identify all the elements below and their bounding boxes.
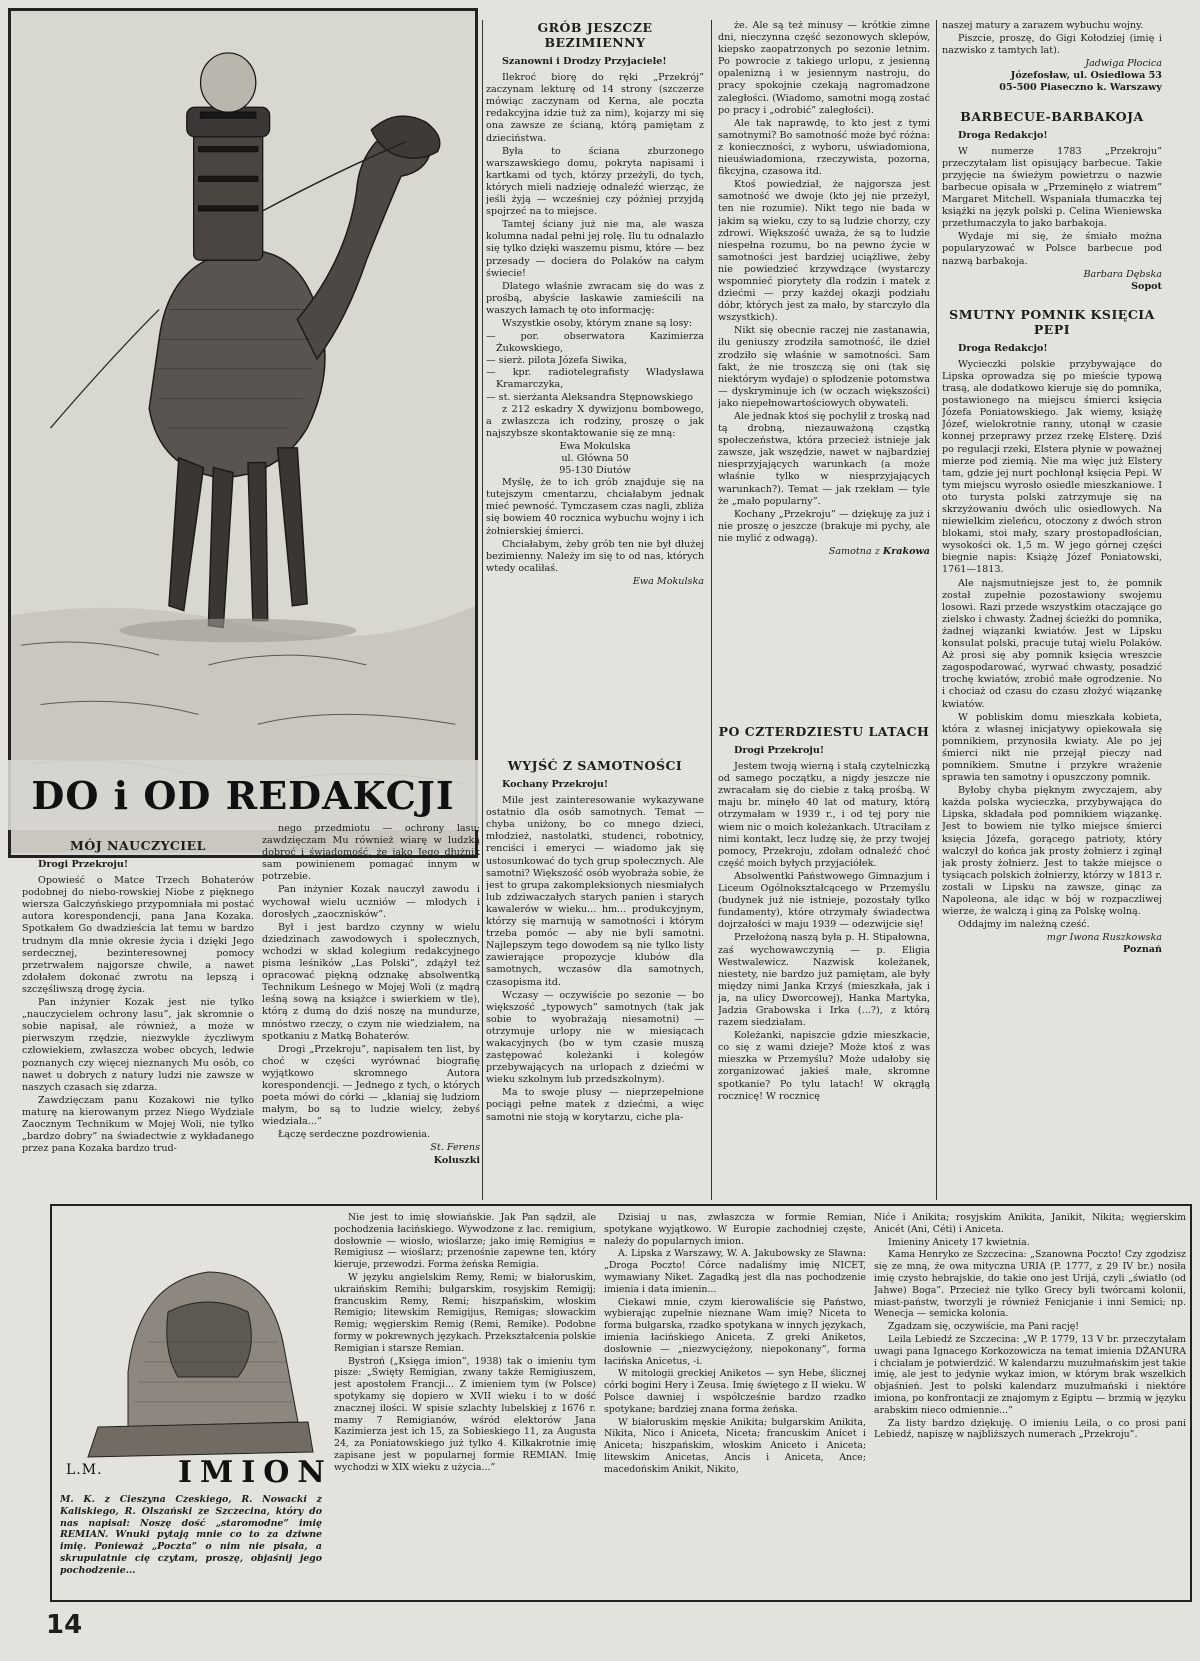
article-title: MÓJ NAUCZYCIEL: [70, 838, 206, 853]
poczta-col2: [604, 1212, 866, 1596]
paragraph: Ale tak naprawdę, to kto jest z tymi samotnymi? Bo samotność może być różna: z konieczności, z wyboru, uświadomiona, nieuświadomiona, rzeczywista, pozorna, fikcyjna, czasowa itd.: [718, 117, 930, 178]
paragraph: Koleżanki, napiszcie gdzie mieszkacie, co się z wami dzieje? Może ktoś z was mieszka w Przemyślu? Może udałoby się zorganizować jakieś małe, skromne spotkanie? Po tylu latach! W okrągłą rocznicę! W rocznicę: [718, 1030, 930, 1102]
article-title: BARBECUE-BARBAKOJA: [960, 108, 1144, 124]
paragraph: Nikt się obecnie raczej nie zastanawia, ilu geniuszy zrodziła samotność, ile dzieł zrodziło się właśnie w samotności. Sam fakt, że nie troszczą się oni (tak się niektórym wydaje) o spłodzenie potomstwa — dyskryminuje ich (w oczach większości) jako niepełnowartościowych obywateli.: [718, 325, 930, 409]
right-column: [942, 20, 1162, 1203]
paragraph: Wycieczki polskie przybywające do Lipska oprowadza się po mieście typową trasą, ale dodatkowo kieruje się do pomnika, postawionego na miejscu śmierci księcia Józefa Poniatowskiego. Jak wiemy, książę Józef, wielokrotnie ranny, utonął w czasie konnej przeprawy przez rzekę Elsterę. Dziś po regulacji rzeki, Elstera płynie w poważnej mierze pod ziemią. Nie ma więc już Elstery tam, gdzie jej nurt pochłonął księcia Pepi. W tym miejscu wyrosło osiedle mieszkaniowe. I oto turysta polski zatrzymuje się na skrzyżowaniu dwóch ulic osiedlowych. Na niewielkim zieleńcu, otoczony z dwóch stron blokami, stoi mały, szary prostopadłościan, wysokości ok. 1,5 m. W jego górnej części biegnie napis: Książę Józef Poniatowski, 1761—1813.: [942, 358, 1162, 576]
paragraph: Piszcie, proszę, do Gigi Kołodziej (imię i nazwisko z tamtych lat).: [942, 33, 1162, 57]
paragraph: Ma to swoje plusy — nieprzepełnione pociągi pełne matek z dziećmi, a więc samotni nie stoją w korytarzu, ciche pla-: [486, 1087, 704, 1123]
signature: Samotna z: [828, 546, 880, 558]
article-title: WYJŚĆ Z SAMOTNOŚCI: [507, 758, 683, 773]
article-nauczyciel-col2: [262, 823, 480, 1203]
paragraph: A. Lipska z Warszawy, W. A. Jakubowsky ze Sławna: „Droga Poczto! Córce nadaliśmy imię NICET, wymawiany Niket. Zagadką jest dla nas pochodzenie imienia i data imienin...: [604, 1248, 866, 1295]
column-rule: [936, 20, 937, 1200]
paragraph: Drogi „Przekroju”, napisałem ten list, by choć w części wyrównać biografię wyjątkowo skromnego Autora korespondencji. — Jednego z tych, o których poeta mówi do córki — „kłaniaj się ludziom małym, bo są to ludzie wielcy, żebyś wiedziała...”: [262, 1043, 480, 1128]
column-rule: [482, 20, 483, 1200]
signature-city: Koluszki: [433, 1154, 480, 1166]
paragraph: Bystroń („Księga imion”, 1938) tak o imieniu tym pisze: „Święty Remigian, zwany także Remigiuszem, jest apostołem Francji... Z imieniem tym (w Polsce) spotykamy się dopiero w XVII wieku i to w dość znacznej ilości. W spisie szlachty lubelskiej z 1676 r. mamy 7 Remigianów, wśród elektorów Jana Kazimierza jest ich 15, za Sobieskiego 11, za Augusta 24, za Poniatowskiego już tylko 4. Kilkakrotnie imię zapisane jest w popularnej formie REMIAN. Imię wychodzi w XIX wieku z użycia...”: [334, 1355, 596, 1473]
column-rule: [711, 20, 712, 1200]
page-number: 14: [46, 1610, 83, 1640]
paragraph: Byłoby chyba pięknym zwyczajem, aby każda polska wycieczka, przybywająca do Lipska, składała pod pomnikiem wiązankę. Jest to bowiem nie tylko miejsce śmierci księcia Józefa, gorącego patrioty, który walczył do końca jak prosty żołnierz i zginął jak prosty żołnierz. Jest to także miejsce o tysiącach polskich żołnierzy, którzy w 1813 r. zostali w Lipsku na zawsze, ginąc za Napoleona, ale idąc w bój w rozpaczliwej wierze, że walczą i giną za Polskę wolną.: [942, 785, 1162, 918]
illustration-initials: L.M.: [66, 1462, 103, 1478]
poczta-subtitle: IMION: [178, 1455, 333, 1490]
signature-city: Poznań: [1123, 944, 1162, 956]
paragraph: Wszystkie osoby, którym znane są losy:: [502, 317, 693, 329]
article-grob: [486, 20, 704, 746]
paragraph: Jestem twoją wierną i stałą czytelniczką od samego początku, a nigdy jeszcze nie zwracałam się do ciebie z taką prośbą. W maju br. minęło 40 lat od matury, którą otrzymałam w 1939 r., i od tej pory nie wiem nic o moich koleżankach. Utraciłam z nimi kontakt, lecz ludzę się, że przy twojej pomocy, Przekroju, zdołam odnaleźć choć część moich byłych przyjaciółek.: [718, 761, 930, 869]
paragraph: Nie jest to imię słowiańskie. Jak Pan sądził, ale pochodzenia łacińskiego. Wywodzone z łac. remigium, dosłownie — wiosło, wioślarze; jako imię Remigius = Remigiusz — wioślarz; przenośnie zapewne ten, który kieruje, przewodzi. Forma żeńska Remigia.: [334, 1212, 596, 1271]
article-greeting: Kochany Przekroju!: [502, 779, 609, 790]
list-item: — kpr. radiotelegrafisty Władysława Kramarczyka,: [486, 367, 704, 391]
article-greeting: Droga Redakcjo!: [958, 342, 1048, 354]
paragraph: Kama Henryko ze Szczecina: „Szanowna Poczto! Czy zgodzisz się ze mną, że owa mityczna URIA (P. 1777, z 29 IV br.) nosiła imię czysto hebrajskie, do takie ono jest Urijá, czyli „światło (od Jahwe) Boga”. Przecież nie tylko Grecy byli twórcami kolonii, miast-państw, tworzyli je również Fenicjanie i inni Semici; np. Wenecja — semicka kolonia.: [874, 1249, 1186, 1320]
section-masthead: DO i OD REDAKCJI: [8, 760, 478, 830]
paragraph: Łączę serdeczne pozdrowienia.: [278, 1129, 431, 1141]
paragraph: Absolwentki Państwowego Gimnazjum i Liceum Ogólnokształcącego w Przemyślu (budynek już nie istnieje, pozostały tylko fundamenty), które otrzymały świadectwa dojrzałości w maju 1939 — odezwijcie się!: [718, 870, 930, 931]
paragraph: Za listy bardzo dziękuję. O imieniu Leila, o co prosi pani Lebiedź, napiszę w najbliższych numerach „Przekroju”.: [874, 1417, 1186, 1441]
paragraph: Dlatego właśnie zwracam się do was z prośbą, abyście łaskawie zamieścili na waszych łamach tę oto informację:: [486, 280, 704, 316]
article-samotnosc: [486, 758, 704, 1203]
paragraph: Ale jednak ktoś się pochylił z troską nad tą drobną, niezauważoną cząstką społeczeństwa, która przecież istnieje jak zawsze, jak wszędzie, nawet w najbardziej niesprzyjających warunkach (a może właśnie tylko w niesprzyjających warunkach?). Temat — jak rzekłam — tyle że „mało popularny”.: [718, 411, 930, 507]
poczta-intro: [60, 1494, 322, 1594]
paragraph: W pobliskim domu mieszkała kobieta, która z własnej inicjatywy opiekowała się pomnikiem, przynosiła kwiaty. Ale po jej śmierci nikt nie przejął pieczy nad pomnikiem. Smutne i przykre wrażenie sprawia ten samotny i opuszczony pomnik.: [942, 711, 1162, 784]
paragraph: Wydaje mi się, że śmiało można popularyzować w Polsce barbecue pod nazwą barbakoja.: [942, 231, 1162, 267]
paragraph: Pan inżynier Kozak nauczył zawodu i wychował wielu uczniów — młodych i dorosłych „zaocznisków”.: [262, 884, 480, 920]
list-item: — st. sierżanta Aleksandra Stępnowskiego: [486, 391, 693, 403]
paragraph: M. K. z Cieszyna Czeskiego, R. Nowacki z Kaliskiego, R. Olszański ze Szczecina, który do nas napisał: Noszę dość „staromodne” imię REMIAN. Wnuki pytają mnie co to za dziwne imię. Ponieważ „Poczta” o nim nie pisała, a skrupulatnie cię czytam, proszę, objaśnij jego pochodzenie...: [60, 1494, 322, 1576]
article-greeting: Drogi Przekroju!: [734, 745, 825, 756]
signature-city: Krakowa: [882, 546, 930, 558]
paragraph: Imieniny Anicety 17 kwietnia.: [888, 1236, 1030, 1248]
paragraph: z 212 eskadry X dywizjonu bombowego, a zwłaszcza ich rodziny, proszę o jak najszybsze skontaktowanie się ze mną:: [486, 403, 704, 439]
poczta-col3: [874, 1212, 1186, 1596]
address-line: Józefosław, ul. Osiedlowa 53: [1010, 70, 1162, 82]
signature: Barbara Dębska: [1083, 268, 1162, 280]
paragraph: Ilekroć biorę do ręki „Przekrój” zaczynam lekturę od 14 strony (szczerze mówiąc zaczynam od Kerna, ale poczta redakcyjna idzie tuż za nim), kojarzy mi się ona zawsze ze ścianą, którą pamiętam z dzieciństwa.: [486, 72, 704, 144]
article-title: PO CZTERDZIESTU LATACH: [718, 724, 930, 739]
paragraph: Myślę, że to ich grób znajduje się na tutejszym cmentarzu, chciałabym jednak mieć pewność. Tymczasem czas nagli, zbliża się bowiem 40 rocznica wybuchu wojny i ich żołnierskiej śmierci.: [486, 477, 704, 537]
paragraph: Tamtej ściany już nie ma, ale wasza kolumna nadal pełni jej rolę. Ilu tu odnalazło się tylko dzięki waszemu pismu, które — bez przesady — dociera do Polaków na całym świecie!: [486, 219, 704, 279]
address-line: 05-500 Piaseczno k. Warszawy: [999, 82, 1162, 94]
list-item: — por. obserwatora Kazimierza Żukowskiego,: [486, 331, 704, 355]
paragraph: Zgadzam się, oczywiście, ma Pani rację!: [888, 1321, 1080, 1333]
address-line: Ewa Mokulska: [559, 440, 631, 452]
poczta-col1: [334, 1212, 596, 1596]
paragraph: Pan inżynier Kozak jest nie tylko „nauczycielem ochrony lasu”, jak skromnie o sobie napisał, ale również, a może w pierwszym rzędzie, niezwykle życzliwym człowiekiem, zwłaszcza wobec obcych, ledwie poznanych czy więcej nieznanych Mu osób, co nawet u dobrych z natury ludzi nie zawsze w naszych czasach się zdarza.: [22, 997, 254, 1093]
article-title: SMUTNY POMNIK KSIĘCIA PEPI: [949, 306, 1155, 337]
article-samotnosc-cont: [718, 20, 930, 720]
paragraph: Wczasy — oczywiście po sezonie — bo większość „typowych” samotnych (tak jak sobie to wyobrażają niesamotni) — otrzymuje urlopy nie w miesiącach wakacyjnych (bo w tym czasie muszą zastępować koleżanki i kolegów przebywających na urlopach z dziećmi w wieku szkolnym lub przedszkolnym).: [486, 989, 704, 1086]
paragraph: Był i jest bardzo czynny w wielu dziedzinach zawodowych i społecznych, wchodzi w skład kolegium redakcyjnego pisma leśników „Las Polski”, zdążył też opracować piękną odznakę absolwentką Technikum Leśnego w Mojej Woli (z mądrą leśną sową na książce i swierkiem w tle), którą z dumą do dziś noszę na mundurze, mnóstwo rzeczy, o czym nie wiedziałem, na spotkaniu z Matką Bohaterów.: [262, 921, 480, 1042]
article-nauczyciel-col1: [22, 838, 254, 1203]
address-line: 95-130 Diutów: [559, 465, 631, 477]
list-item: — sierż. pilota Józefa Siwika,: [486, 355, 627, 367]
signature: mgr Iwona Ruszkowska: [1046, 932, 1162, 944]
address-line: ul. Główna 50: [561, 453, 629, 464]
paragraph: Leila Lebiedź ze Szczecina: „W P. 1779, 13 V br. przeczytałam uwagi pana Ignacego Korkozowicza na temat imienia DŻANURA i chciałam je potwierdzić. W kalendarzu muzułmańskim jest takie imię, ale jest to jedynie wykaz imion, w którym brak wszelkich objaśnień. Jest to polski kalendarz muzułmański i niektóre imiona, po konfrontacji ze znajomym z Egiptu — brzmią w języku arabskim nieco odmiennie...”: [874, 1333, 1186, 1416]
article-greeting: Szanowni i Drodzy Przyjaciele!: [502, 56, 667, 67]
paragraph: Dzisiaj u nas, zwłaszcza w formie Remian, spotykane wyjątkowo. W Europie zachodniej częste, należy do popularnych imion.: [604, 1212, 866, 1247]
article-greeting: Droga Redakcjo!: [958, 129, 1048, 141]
paragraph: nego przedmiotu — ochrony lasu; zawdzięczam Mu również wiarę w ludzką dobroć i świadomość, że jako Jego dłużnik sam powinienem pomagać innym w potrzebie.: [262, 823, 480, 883]
paragraph: Kochany „Przekroju” — dziękuję za już i nie proszę o jeszcze (brakuje mi pychy, ale nie mylić z odwagą).: [718, 508, 930, 544]
paragraph: że. Ale są też minusy — krótkie zimne dni, nieczynna część sezonowych sklepów, kiepsko zaopatrzonych po sezonie letnim. Po powrocie z takiego urlopu, z jesienną opalenizną i w jesiennym nastroju, do pracy spokojnie czekają nagromadzone zaległości. (Wiadomo, samotni mogą zostać po pracy i „odrobić” zaległości).: [718, 20, 930, 116]
article-czterdziestu: [718, 724, 930, 1203]
paragraph: Mile jest zainteresowanie wykazywane ostatnio dla osób samotnych. Temat — chyba uniżony, bo co mnego dzieci, młodzież, nastolatki, studenci, robotnicy, renciści i emeryci — wiadomo jak się ustosunkować do tych grup społecznych. Ale samotni? Większość osób wyobraża sobie, że jest to grupa zakompleksionych niesmiałych lub zdziwaczałych starych panien i starych kawalerów w wieku... hm... produkcyjnym, którzy się marnują w samotności i którym trzeba pomóc — aby nie byli samotni. Najlepszym tego dowodem są nie tylko listy zawierające propozycje klubów dla samotnych, wczasów dla samotnych, czasopisma itd.: [486, 795, 704, 988]
paragraph: Ale najsmutniejsze jest to, że pomnik został zupełnie pozostawiony swojemu losowi. Razi przede wszystkim otaczające go zielsko i chwasty. Żadnej ścieżki do pomnika, żadnej wiązanki kwiatów. Jest w Lipsku konsulat polski, pracuje tutaj wielu Polaków. Aż prosi się aby pomnik księcia wreszcie zagospodarować, wyrwać chwasty, posadzić trochę kwiatów, zrobić małe ogrodzenie. No i chociaż od czasu do czasu złożyć wiązankę kwiatów.: [942, 577, 1162, 710]
signature-city: Sopot: [1131, 280, 1162, 292]
article-greeting: Drogi Przekroju!: [38, 859, 129, 870]
paragraph: Była to ściana zburzonego warszawskiego domu, pokryta napisami i kartkami od tych, którzy przeżyli, do tych, których mieli nadzieję odnaleźć wierząc, że jeśli żyją — wcześniej czy później przyjdą spojrzeć na to miejsce.: [486, 145, 704, 218]
signature: Ewa Mokulska: [632, 575, 704, 587]
paragraph: Ktoś powiedział, że najgorsza jest samotność we dwoje (kto jej nie przeżył, ten nie rozumie). Nikt tego nie bada w jakim są wieku, czy to są ludzie chorzy, czy zdrowi. Większość uważa, że są to ludzie niespełna rozumu, bo na pewno życie w samotności jest bardziej uciążliwe, żeby nie powiedzieć krzywdzące (wystarczy wspomnieć piorytety dla rodzin i matek z dziećmi — przy każdej okazji podziału dóbr, których jest za mało, by starczyło dla wszystkich).: [718, 179, 930, 324]
article-title: GRÓB JESZCZE BEZIMIENNY: [537, 20, 653, 50]
paragraph: Przełożoną naszą była p. H. Stipałowna, zaś wychowawczynią — p. Eligia Westwalewicz. Nazwisk koleżanek, niestety, nie bardzo już pamiętam, ale były między nimi Janka Krzyś (mieszkała, jak i ja, na ulicy Dworcowej), Hanka Martyka, Jadzia Grabowska i Irka (...?), z którą razem siedziałam.: [718, 932, 930, 1029]
paragraph: Niće i Anikita; rosyjskim Anikita, Janikit, Nikita; węgierskim Anicét (Ani, Céti) i Aniceta.: [874, 1212, 1186, 1235]
camel-illustration: [8, 8, 478, 858]
paragraph: Oddajmy im należną cześć.: [958, 919, 1090, 931]
names-list: [486, 331, 704, 404]
signature: St. Ferens: [430, 1142, 480, 1154]
paragraph: Chciałabym, żeby grób ten nie był dłużej bezimienny. Należy im się to od nas, których wtedy ocaliłaś.: [486, 538, 704, 574]
paragraph: Zawdzięczam panu Kozakowi nie tylko maturę na kierowanym przez Niego Wydziale Zaocznym Technikum w Mojej Woli, nie tylko „bardzo dobry” na świadectwie z wykładanego przez pana Kozaka bardzo trud-: [22, 1094, 254, 1155]
paragraph: W białoruskim męskie Anikita; bułgarskim Anikita, Nikita, Nico i Aniceta, Niceta; francuskim Anicet i Aniceta; hiszpańskim, włoskim Aniceto i Aniceta; litewskim Anicetas, Ancis i Aniceta, Ance; macedońskim Anikit, Nikito,: [604, 1416, 866, 1475]
paragraph: W języku angielskim Remy, Remi; w białoruskim, ukraińskim Remihi; bułgarskim, rosyjskim Remigij; francuskim Remy, Remi; hiszpańskim, włoskim Remigio; litewskim Remigijus, Remigas; słowackim Remig; węgierskim Remig (Remi, Remike). Podobne formy w pokrewnych językach. Przekształcenia polskie Remigian i starsze Remian.: [334, 1271, 596, 1354]
camel-drawing: [11, 11, 475, 855]
paragraph: Opowieść o Matce Trzech Bohaterów podobnej do niebo-rowskiej Niobe z pięknego wiersza Gałczyńskiego przypomniała mi postać autora korespondencji, pana Jana Kozaka. Spotkałem Go dwadzieścia lat temu w bardzo trudnym dla mnie okresie życia i dzięki Jego serdecznej, bezinteresownej pomocy przetrwałem najgorsze chwile, a nawet zdołałem dokonać zwrotu na lepszą i szczęśliwszą drogę życia.: [22, 875, 254, 995]
paragraph: Ciekawi mnie, czym kierowaliście się Państwo, wybierając zupełnie nieznane Wam imię? Niceta to forma bułgarska, rzadko spotykana w innych językach, imienia łacińskiego Aniceta. Z greki Aniketos, dosłownie — „niezwyciężony, niepokonany”, forma łacińska Anicetus, -i.: [604, 1296, 866, 1367]
paragraph: W numerze 1783 „Przekroju” przeczytałam list opisujący barbecue. Takie przyjęcie na świeżym powietrzu o nazwie barbecue opisała w „Przeminęło z wiatrem” Margaret Mitchell. Wspaniała tłumaczka tej książki na język polski p. Celina Wieniewska przetłumaczyła to jako barbakoja.: [942, 145, 1162, 230]
signature: Jadwiga Płocica: [1085, 58, 1162, 70]
paragraph: naszej matury a zarazem wybuchu wojny.: [942, 20, 1144, 31]
paragraph: W mitologii greckiej Aniketos — syn Hebe, ślicznej córki bogini Hery i Zeusa. Imię świętego z II wieku. W Polsce dawniej i współcześnie bardzo rzadko spotykane; bardziej znana forma żeńska.: [604, 1368, 866, 1415]
